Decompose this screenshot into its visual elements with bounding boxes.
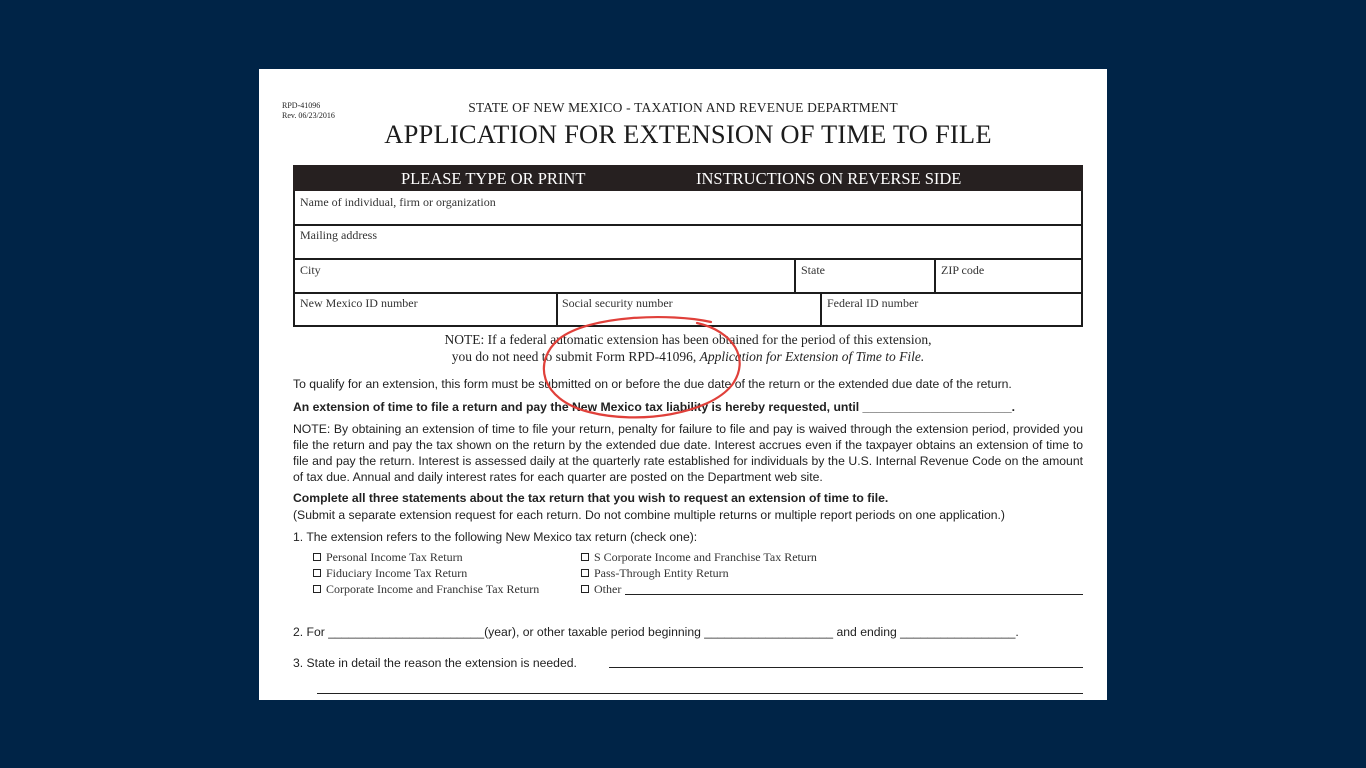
mailing-address-field[interactable]: Mailing address — [300, 228, 377, 242]
note-line2-text: you do not need to submit Form RPD-41096, — [451, 349, 700, 364]
grid-divider — [820, 292, 822, 325]
checkbox-label: Corporate Income and Franchise Tax Return — [326, 582, 540, 596]
federal-id-field[interactable]: Federal ID number — [827, 296, 919, 310]
nm-id-field[interactable]: New Mexico ID number — [300, 296, 418, 310]
grid-rule — [295, 258, 1081, 260]
state-field[interactable]: State — [801, 263, 825, 277]
extension-form-page — [259, 69, 1107, 700]
checkbox-square-icon[interactable] — [313, 569, 321, 577]
return-type-column-2 — [581, 549, 817, 597]
form-title: APPLICATION FOR EXTENSION OF TIME TO FILE — [384, 119, 992, 149]
checkbox-square-icon[interactable] — [313, 553, 321, 561]
reason-line-1[interactable] — [609, 667, 1083, 668]
interest-note: NOTE: By obtaining an extension of time to file your return, penalty for failure to file and pay is waived through the extension period, provided you file the return and pay the tax shown on the return by the extended due date. Interest accrues even if the taxpayer obtains an extension of time to file and pay the return. Interest is assessed daily at the quarterly rate established for individuals by the U.S. Internal Revenue Code on the amount of tax due. Annual and daily interest rates for each quarter are posted on the Department web site. — [293, 422, 1083, 484]
band-right-label: INSTRUCTIONS ON REVERSE SIDE — [696, 169, 962, 188]
federal-extension-note-line2 — [259, 349, 1107, 365]
checkbox-personal-income[interactable] — [313, 549, 539, 565]
city-field[interactable]: City — [300, 263, 321, 277]
federal-extension-note-line1: NOTE: If a federal automatic extension has been obtained for the period of this extension, — [444, 332, 932, 347]
checkbox-label: S Corporate Income and Franchise Tax Return — [594, 550, 817, 564]
form-number: RPD-41096 — [282, 101, 321, 110]
return-type-column-1 — [313, 549, 539, 597]
checkbox-label: Fiduciary Income Tax Return — [326, 566, 468, 580]
checkbox-label: Other — [594, 582, 622, 596]
grid-rule — [295, 292, 1081, 294]
checkbox-square-icon[interactable] — [581, 553, 589, 561]
item-3-text: 3. State in detail the reason the extension is needed. — [293, 656, 577, 670]
ssn-field[interactable]: Social security number — [562, 296, 673, 310]
grid-divider — [934, 258, 936, 292]
taxpayer-info-grid — [293, 191, 1083, 327]
checkbox-square-icon[interactable] — [581, 585, 589, 593]
checkbox-label: Personal Income Tax Return — [326, 550, 463, 564]
zip-code-field[interactable]: ZIP code — [941, 263, 985, 277]
extension-request-line[interactable]: An extension of time to file a return and pay the New Mexico tax liability is hereby requested, until ______________________. — [293, 400, 1016, 414]
grid-divider — [794, 258, 796, 292]
checkbox-pass-through[interactable] — [581, 565, 817, 581]
checkbox-corporate-income[interactable] — [313, 581, 539, 597]
checkbox-fiduciary-income[interactable] — [313, 565, 539, 581]
form-revision: Rev. 06/23/2016 — [282, 111, 335, 120]
item-1-text: 1. The extension refers to the following New Mexico tax return (check one): — [293, 530, 698, 544]
department-heading: STATE OF NEW MEXICO - TAXATION AND REVENUE DEPARTMENT — [468, 100, 898, 115]
checkbox-label: Pass-Through Entity Return — [594, 566, 729, 580]
item-2-text[interactable]: 2. For _______________________(year), or other taxable period beginning ___________________ and ending _________________. — [293, 625, 1019, 639]
qualify-text: To qualify for an extension, this form must be submitted on or before the due date of the return or the extended due date of the return. — [293, 377, 1012, 391]
complete-subtext: (Submit a separate extension request for each return. Do not combine multiple returns or multiple report periods on one application.) — [293, 508, 1005, 522]
band-left-label: PLEASE TYPE OR PRINT — [401, 169, 586, 188]
instruction-band — [293, 165, 1083, 191]
checkbox-square-icon[interactable] — [581, 569, 589, 577]
checkbox-square-icon[interactable] — [313, 585, 321, 593]
note-line2-form-title: Application for Extension of Time to File. — [699, 349, 925, 364]
checkbox-s-corporate[interactable] — [581, 549, 817, 565]
other-return-line[interactable] — [625, 594, 1083, 595]
complete-heading: Complete all three statements about the tax return that you wish to request an extension of time to file. — [293, 491, 889, 505]
name-field[interactable]: Name of individual, firm or organization — [300, 195, 496, 209]
grid-divider — [556, 292, 558, 325]
grid-rule — [295, 224, 1081, 226]
reason-line-2[interactable] — [317, 693, 1083, 694]
